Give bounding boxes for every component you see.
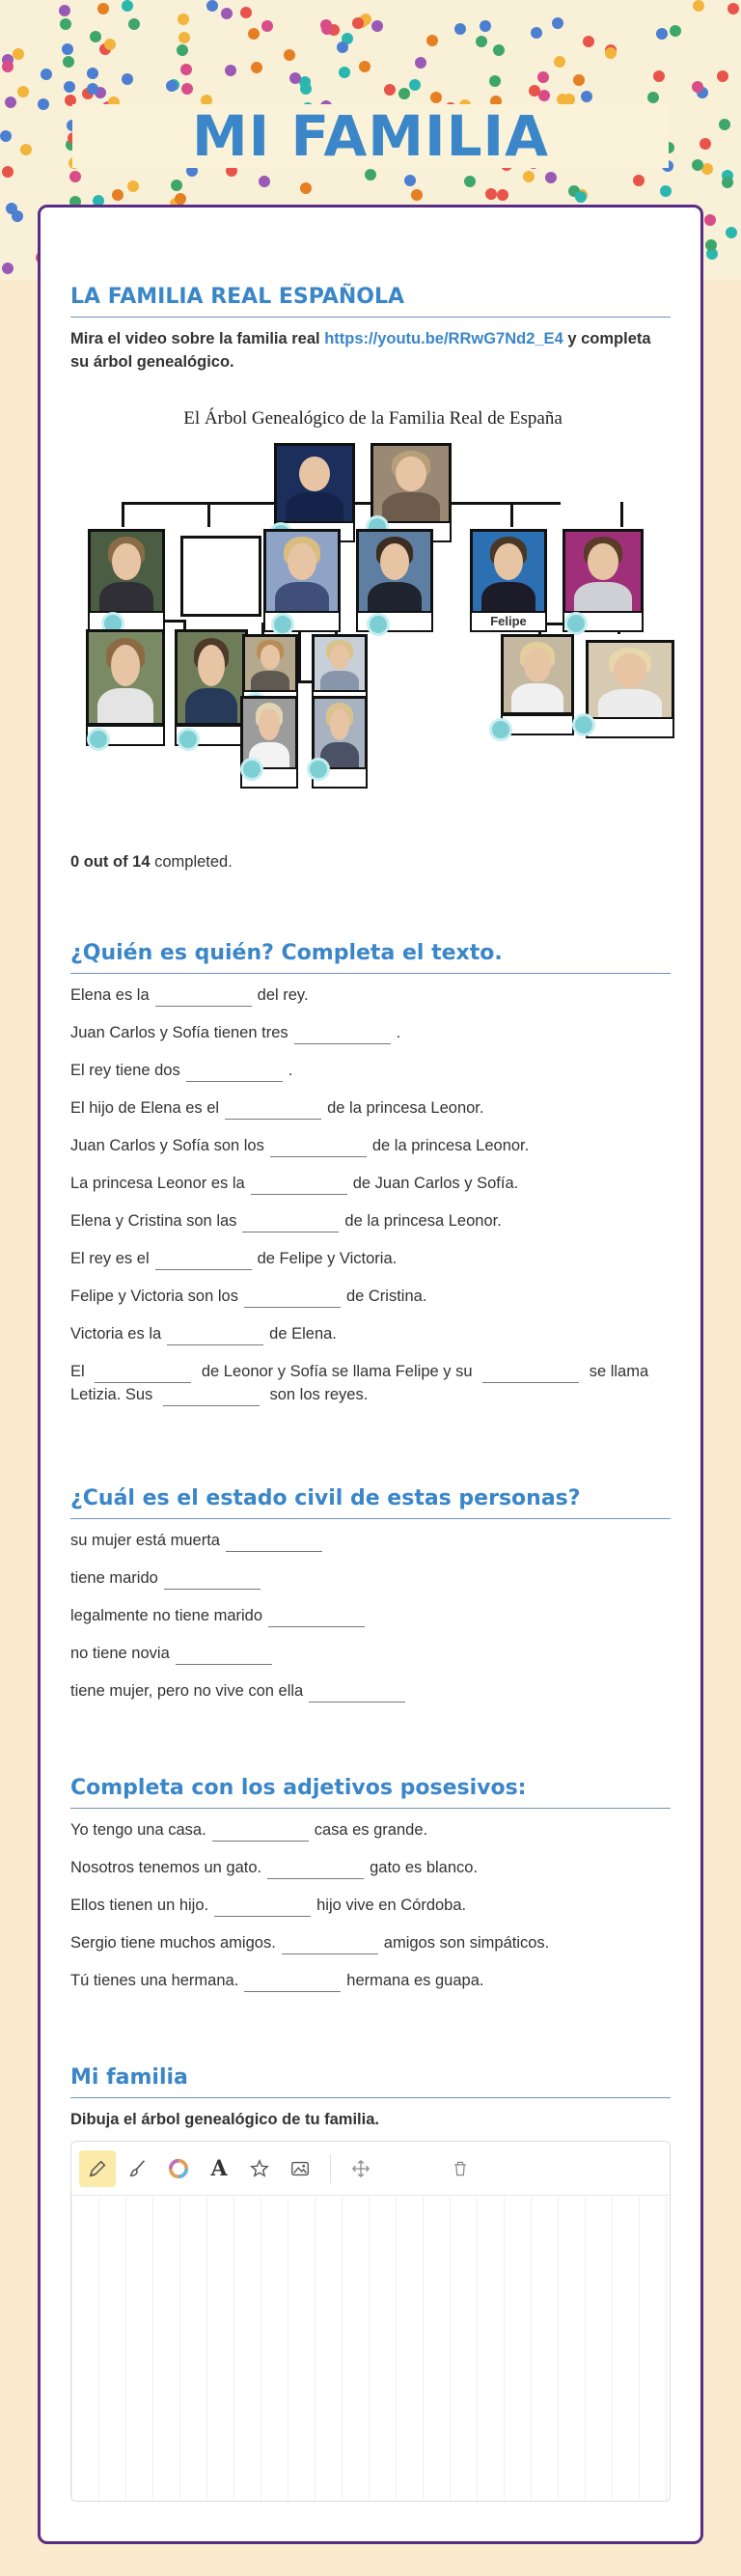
sentence-text: amigos son simpáticos. — [383, 1934, 550, 1952]
sentence-text: casa es grande. — [314, 1821, 428, 1839]
confetti-dot — [583, 36, 594, 47]
blank-input[interactable] — [268, 1610, 365, 1627]
confetti-dot — [69, 171, 81, 182]
confetti-dot — [545, 172, 557, 183]
drop-target-dot[interactable] — [87, 728, 110, 751]
confetti-dot — [177, 44, 188, 56]
confetti-dot — [13, 48, 24, 60]
sentence-row — [70, 983, 671, 1007]
confetti-dot — [122, 73, 133, 85]
label-felipe: Felipe — [470, 611, 547, 632]
photo-grandchild-2 — [312, 634, 368, 694]
sentence-text: Juan Carlos y Sofía tienen tres — [70, 1024, 288, 1041]
sentence-row — [70, 1096, 671, 1120]
blank-input[interactable] — [251, 1177, 347, 1195]
confetti-dot — [415, 57, 426, 69]
trash-icon[interactable] — [442, 2150, 479, 2187]
confetti-dot — [104, 39, 116, 50]
posesivos-heading: Completa con los adjetivos posesivos: — [70, 1776, 671, 1809]
sentence-text: . — [396, 1024, 401, 1041]
photo-sofia — [370, 443, 452, 524]
blank-input[interactable] — [244, 1975, 341, 1992]
confetti-dot — [178, 14, 189, 25]
confetti-dot — [320, 19, 332, 31]
confetti-dot — [537, 71, 549, 83]
blank-input[interactable] — [167, 1328, 263, 1345]
sentence-text: no tiene novia — [70, 1645, 170, 1662]
sentence-row — [70, 1969, 671, 1992]
blank-input[interactable] — [309, 1685, 405, 1703]
photo-sofia-infanta — [586, 640, 674, 721]
sentence-row — [70, 1604, 671, 1627]
confetti-dot — [62, 43, 73, 55]
confetti-dot — [497, 189, 508, 201]
confetti-dot — [670, 25, 681, 37]
confetti-dot — [337, 42, 348, 53]
photo-juan-carlos — [274, 443, 355, 524]
video-link[interactable]: https://youtu.be/RRwG7Nd2_E4 — [324, 330, 563, 347]
sentence-text: Juan Carlos y Sofía son los — [70, 1137, 264, 1154]
sentence-text: Tú tienes una hermana. — [70, 1972, 239, 1989]
confetti-dot — [261, 20, 273, 32]
confetti-dot — [552, 17, 563, 29]
sentence-row — [70, 1642, 671, 1665]
family-tree-activity — [70, 401, 675, 871]
sentence-row — [70, 1856, 671, 1879]
sentence-text: Nosotros tenemos un gato. — [70, 1859, 262, 1876]
sentence-text: Felipe y Victoria son los — [70, 1288, 238, 1305]
confetti-dot — [5, 97, 16, 108]
sentence-text: legalmente no tiene marido — [70, 1607, 263, 1624]
sentence-row — [70, 1931, 671, 1954]
confetti-dot — [20, 144, 32, 155]
confetti-dot — [181, 83, 193, 95]
confetti-dot — [404, 175, 416, 186]
sentence-text: El — [70, 1363, 85, 1380]
sentence-text: tiene marido — [70, 1569, 158, 1587]
confetti-dot — [693, 0, 704, 12]
confetti-dot — [2, 166, 14, 178]
text-icon[interactable]: A — [210, 2155, 228, 2181]
confetti-dot — [112, 189, 124, 201]
confetti-dot — [178, 32, 190, 43]
confetti-dot — [633, 175, 645, 186]
worksheet-card — [38, 205, 703, 2544]
instruction-text-2: y completa su árbol genealógico. — [70, 330, 651, 371]
confetti-dot — [352, 17, 364, 29]
confetti-dot — [339, 67, 350, 78]
drop-target-dot[interactable] — [240, 758, 263, 781]
confetti-dot — [175, 193, 186, 205]
drawing-tool — [70, 2141, 671, 2502]
blank-input[interactable] — [164, 1572, 261, 1590]
blank-input[interactable] — [242, 1215, 339, 1233]
sentence-text: El hijo de Elena es el — [70, 1099, 220, 1117]
sentence-text: El rey es el — [70, 1250, 150, 1267]
blank-input[interactable] — [282, 1937, 378, 1954]
sentence-text: hermana es guapa. — [346, 1972, 484, 1989]
confetti-dot — [2, 61, 14, 72]
page-title: MI FAMILIA — [191, 103, 550, 169]
sentence-text: . — [288, 1062, 293, 1079]
confetti-dot — [464, 176, 476, 187]
confetti-dot — [371, 20, 383, 32]
blank-input[interactable] — [226, 1535, 322, 1552]
confetti-dot — [97, 3, 109, 14]
sentence-text: son los reyes. — [269, 1386, 369, 1403]
confetti-dot — [225, 65, 236, 76]
photo-cristina — [263, 529, 341, 616]
mifamilia-section — [70, 2065, 671, 2519]
sentence-row — [70, 1566, 671, 1590]
confetti-dot — [700, 138, 711, 150]
sentence-text: Victoria es la — [70, 1325, 162, 1343]
confetti-dot — [726, 227, 737, 238]
sentence-text: de Felipe y Victoria. — [257, 1250, 398, 1267]
blank-input[interactable] — [212, 1824, 309, 1842]
sentence-row — [70, 1679, 671, 1703]
confetti-dot — [59, 5, 70, 16]
drop-target-dot[interactable] — [572, 713, 595, 736]
confetti-dot — [289, 72, 301, 84]
sentence-text: Elena es la — [70, 986, 150, 1004]
sentence-row — [70, 1894, 671, 1917]
blank-input[interactable] — [482, 1366, 579, 1383]
sentence-text: tiene mujer, pero no vive con ella — [70, 1682, 304, 1700]
photo-victoria-federica — [86, 629, 165, 726]
confetti-dot — [2, 263, 14, 274]
confetti-dot — [384, 84, 396, 96]
confetti-dot — [411, 189, 423, 201]
pencil-icon[interactable] — [79, 2150, 116, 2187]
blank-input[interactable] — [214, 1899, 311, 1917]
sentence-row — [70, 1529, 671, 1552]
confetti-dot — [575, 191, 587, 203]
confetti-dot — [719, 119, 730, 130]
confetti-dot — [493, 44, 505, 56]
sentence-row — [70, 1322, 671, 1345]
instruction-text-1: Mira el video sobre la familia real — [70, 330, 320, 347]
sentence-row — [70, 1134, 671, 1157]
blank-input[interactable] — [270, 1140, 367, 1157]
sentence-text: de Juan Carlos y Sofía. — [352, 1175, 519, 1192]
confetti-dot — [692, 81, 703, 93]
quien-heading: ¿Quién es quién? Completa el texto. — [70, 941, 671, 974]
confetti-dot — [259, 176, 270, 187]
photo-felipe — [470, 529, 547, 616]
sentence-row — [70, 1285, 671, 1308]
drop-target-dot[interactable] — [307, 758, 330, 781]
photo-elena — [88, 529, 165, 616]
confetti-dot — [63, 56, 74, 68]
confetti-dot — [87, 83, 98, 95]
confetti-dot — [166, 80, 178, 92]
confetti-dot — [171, 180, 182, 191]
mifamilia-instruction: Dibuja el árbol genealógico de tu familia. — [70, 2111, 379, 2128]
drop-target-dot[interactable] — [271, 613, 294, 636]
sentence-text: de la princesa Leonor. — [371, 1137, 530, 1154]
confetti-dot — [206, 0, 218, 12]
confetti-dot — [653, 70, 665, 82]
confetti-dot — [531, 27, 542, 39]
sentence-text: Sergio tiene muchos amigos. — [70, 1934, 276, 1952]
sentence-text: de Elena. — [269, 1325, 337, 1343]
confetti-dot — [359, 61, 370, 72]
confetti-dot — [454, 23, 466, 35]
quien-last-row — [70, 1360, 671, 1406]
confetti-dot — [60, 18, 71, 30]
estado-heading: ¿Cuál es el estado civil de estas personas? — [70, 1486, 671, 1519]
confetti-dot — [38, 98, 49, 110]
drop-target-dot[interactable] — [489, 718, 512, 741]
confetti-dot — [581, 91, 592, 102]
brush-icon[interactable] — [120, 2150, 156, 2187]
sentence-text: su mujer está muerta — [70, 1532, 220, 1549]
title-banner — [72, 104, 669, 168]
progress-suffix: completed. — [154, 853, 233, 871]
star-icon[interactable] — [241, 2150, 278, 2187]
drawing-toolbar — [71, 2142, 670, 2196]
sentence-text: hijo vive en Córdoba. — [316, 1897, 467, 1914]
confetti-dot — [128, 18, 140, 30]
color-wheel-icon[interactable] — [160, 2150, 197, 2187]
sentence-text: de Cristina. — [345, 1288, 427, 1305]
confetti-dot — [251, 62, 262, 73]
sentence-text: de Leonor y Sofía se llama Felipe y su — [201, 1363, 473, 1380]
sentence-row — [70, 1818, 671, 1842]
confetti-dot — [221, 8, 233, 19]
confetti-dot — [573, 74, 585, 86]
estado-section — [70, 1486, 671, 1717]
confetti-dot — [554, 56, 565, 68]
confetti-dot — [722, 177, 733, 188]
progress-text — [70, 850, 233, 873]
confetti-dot — [398, 88, 410, 99]
photo-inaki — [356, 529, 433, 616]
sentence-text: de la princesa Leonor. — [344, 1212, 502, 1230]
confetti-dot — [90, 31, 101, 42]
confetti-dot — [426, 35, 438, 46]
confetti-dot — [605, 47, 617, 59]
intro-section — [70, 285, 671, 374]
confetti-dot — [127, 180, 139, 192]
blank-input[interactable] — [155, 989, 252, 1007]
image-icon[interactable] — [282, 2150, 318, 2187]
tree-title: El Árbol Genealógico de la Familia Real de España — [183, 408, 563, 429]
confetti-dot — [284, 49, 295, 61]
confetti-dot — [87, 68, 98, 79]
confetti-dot — [41, 69, 52, 80]
photo-leonor — [501, 634, 574, 715]
sentence-row — [70, 1059, 671, 1082]
confetti-dot — [485, 188, 497, 200]
confetti-dot — [17, 86, 29, 97]
confetti-dot — [647, 92, 659, 103]
intro-instruction — [70, 327, 671, 374]
confetti-dot — [430, 92, 442, 103]
confetti-dot — [64, 81, 75, 93]
blank-input[interactable] — [267, 1862, 364, 1879]
quien-section — [70, 941, 671, 1421]
sentence-text: Letizia. Sus — [70, 1386, 153, 1403]
drop-target-dot[interactable] — [177, 728, 200, 751]
drop-target-dot[interactable] — [367, 613, 390, 636]
blank-input[interactable] — [244, 1290, 341, 1308]
confetti-dot — [656, 28, 668, 40]
photo-grandchild-1 — [242, 634, 298, 694]
blank-input[interactable] — [155, 1253, 252, 1270]
sentence-text: de la princesa Leonor. — [327, 1099, 484, 1117]
move-icon[interactable] — [343, 2150, 379, 2187]
sentence-row — [70, 1209, 671, 1233]
mifamilia-heading: Mi familia — [70, 2065, 671, 2098]
blank-input[interactable] — [225, 1102, 321, 1120]
confetti-dot — [0, 130, 12, 142]
sentence-text: se llama — [589, 1363, 649, 1380]
sentence-row — [70, 1172, 671, 1195]
sentence-text: gato es blanco. — [370, 1859, 479, 1876]
confetti-dot — [660, 185, 672, 197]
confetti-dot — [240, 7, 252, 18]
confetti-dot — [409, 79, 421, 91]
confetti-dot — [300, 83, 312, 95]
confetti-dot — [248, 28, 260, 40]
blank-input[interactable] — [186, 1065, 283, 1082]
sentence-text: Ellos tienen un hijo. — [70, 1897, 209, 1914]
confetti-dot — [523, 171, 535, 182]
confetti-dot — [705, 239, 717, 251]
confetti-dot — [727, 3, 739, 14]
blank-input[interactable] — [176, 1648, 272, 1665]
sentence-text: Yo tengo una casa. — [70, 1821, 206, 1839]
photo-letizia — [563, 529, 644, 616]
blank-input[interactable] — [95, 1366, 191, 1383]
blank-input[interactable] — [163, 1389, 260, 1406]
photo-felipe-juan-froilan — [175, 629, 248, 726]
drop-box-sofia-infanta[interactable] — [586, 717, 674, 738]
blank-input[interactable] — [294, 1027, 391, 1044]
drop-target-dot[interactable] — [564, 612, 588, 635]
confetti-dot — [180, 64, 192, 75]
drawing-canvas[interactable] — [71, 2197, 670, 2501]
confetti-dot — [692, 159, 703, 171]
confetti-dot — [300, 182, 312, 194]
sentence-row — [70, 1021, 671, 1044]
confetti-dot — [717, 70, 728, 82]
confetti-dot — [489, 75, 501, 87]
confetti-dot — [365, 169, 376, 180]
confetti-dot — [529, 85, 540, 97]
sentence-row — [70, 1247, 671, 1270]
confetti-dot — [476, 36, 487, 47]
confetti-dot — [12, 210, 23, 222]
photo-empty-spouse — [180, 536, 261, 617]
sentence-text: del rey. — [257, 986, 309, 1004]
confetti-dot — [480, 20, 491, 32]
sentence-text: Elena y Cristina son las — [70, 1212, 237, 1230]
progress-count: 0 out of 14 — [70, 853, 151, 871]
confetti-dot — [704, 214, 716, 226]
sentence-text: El rey tiene dos — [70, 1062, 180, 1079]
sentence-text: La princesa Leonor es la — [70, 1175, 245, 1192]
confetti-dot — [122, 0, 133, 12]
posesivos-section — [70, 1776, 671, 2007]
intro-heading: LA FAMILIA REAL ESPAÑOLA — [70, 285, 671, 318]
